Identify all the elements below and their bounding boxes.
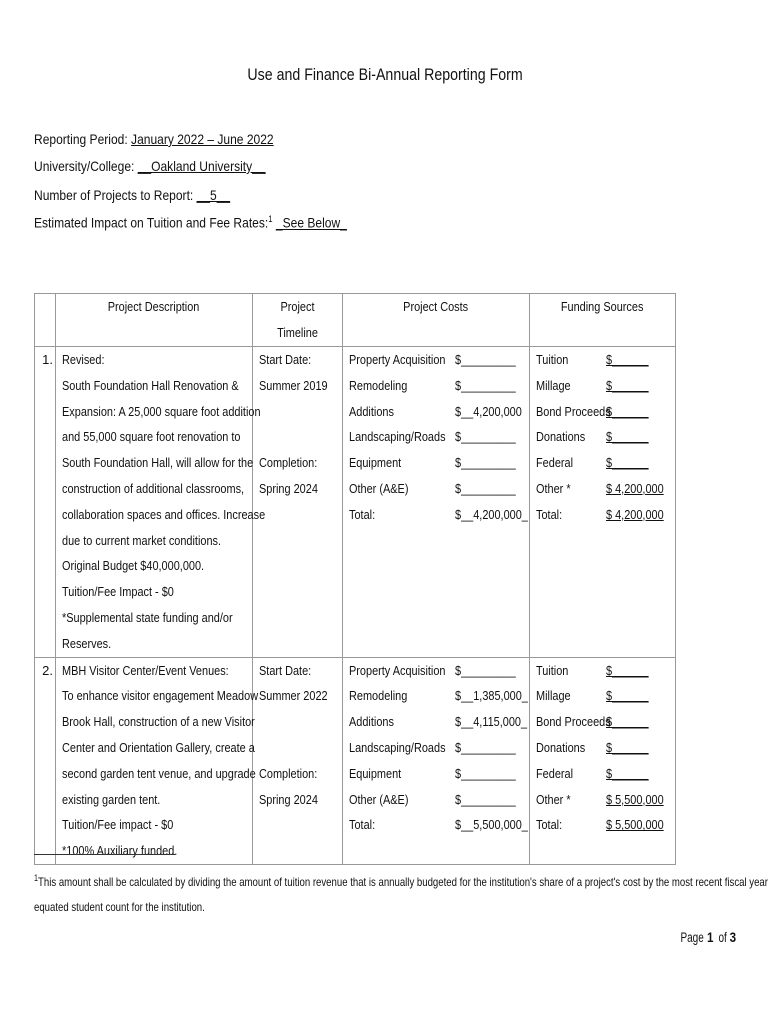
funding-value: $______	[606, 455, 649, 471]
funding-value: $______	[606, 429, 649, 445]
cost-value: $_________	[455, 739, 516, 755]
number-column-header	[35, 294, 56, 347]
description-line: Tuition/Fee impact - $0	[62, 817, 174, 833]
cost-label: Landscaping/Roads	[349, 429, 446, 445]
funding-value: $______	[606, 662, 649, 678]
reporting-period-label: Reporting Period:	[34, 131, 128, 147]
tuition-impact-line	[34, 214, 347, 231]
funding-label: Total:	[536, 817, 563, 833]
funding-label: Federal	[536, 455, 574, 471]
cost-label: Additions	[349, 403, 394, 419]
reporting-period-value: January 2022 – June 2022	[131, 131, 274, 147]
page-number: Page 1 of 3	[680, 930, 736, 945]
cost-label: Total:	[349, 506, 376, 522]
timeline-line: Spring 2024	[259, 480, 318, 496]
cost-label: Property Acquisition	[349, 352, 446, 367]
description-line: and 55,000 square foot renovation to	[62, 429, 241, 445]
funding-sources	[530, 347, 676, 658]
funding-column-header: Funding Sources	[530, 294, 676, 347]
funding-value: $______	[606, 403, 649, 419]
description-line: South Foundation Hall, will allow for the	[62, 455, 254, 471]
funding-value: $______	[606, 377, 649, 393]
funding-label: Bond Proceeds	[536, 403, 611, 419]
description-line: To enhance visitor engagement Meadow	[62, 688, 259, 704]
cost-value: $_________	[455, 791, 516, 807]
funding-label: Federal	[536, 765, 574, 781]
description-line: construction of additional classrooms,	[62, 480, 245, 496]
description-line: Tuition/Fee Impact - $0	[62, 584, 174, 600]
tuition-impact-label: Estimated Impact on Tuition and Fee Rates:	[34, 214, 269, 231]
project-number: 1.	[42, 352, 53, 367]
funding-label: Millage	[536, 688, 571, 704]
cost-value: $_________	[455, 455, 516, 471]
projects-table	[34, 293, 676, 865]
funding-label: Millage	[536, 377, 571, 393]
funding-value: $ 4,200,000	[606, 480, 664, 496]
funding-value: $______	[606, 688, 649, 704]
project-timeline	[253, 347, 343, 658]
project-description	[56, 347, 266, 658]
cost-value: $__4,200,000	[455, 403, 522, 419]
timeline-line: Spring 2024	[259, 791, 318, 807]
description-line: Original Budget $40,000,000.	[62, 558, 205, 574]
footnote-line-1: This amount shall be calculated by dividing the amount of tuition revenue that is annually budgeted for the institution's share of a project's cost by the most recent fiscal year	[38, 875, 768, 889]
funding-label: Bond Proceeds	[536, 714, 611, 730]
description-line: MBH Visitor Center/Event Venues:	[62, 662, 229, 678]
footnote-ref: 1	[268, 214, 273, 224]
tuition-impact-value: _See Below_	[275, 214, 347, 231]
funding-value: $______	[606, 739, 649, 755]
project-count-value: __5__	[196, 187, 231, 203]
table-row	[35, 347, 676, 658]
description-line: Expansion: A 25,000 square foot addition	[62, 403, 261, 419]
cost-label: Other (A&E)	[349, 791, 409, 807]
description-line: due to current market conditions.	[62, 532, 222, 548]
cost-value: $_________	[455, 429, 516, 445]
description-line: South Foundation Hall Renovation &	[62, 377, 239, 393]
cost-value: $_________	[455, 480, 516, 496]
cost-value: $_________	[455, 765, 516, 781]
project-costs	[343, 657, 530, 864]
funding-value: $______	[606, 714, 649, 730]
costs-column-header: Project Costs	[343, 294, 530, 347]
funding-label: Other *	[536, 480, 571, 496]
cost-value: $_________	[455, 377, 516, 393]
description-line: collaboration spaces and offices. Increase	[62, 506, 266, 522]
funding-value: $ 5,500,000	[606, 791, 664, 807]
cost-value: $__5,500,000_	[455, 817, 528, 833]
funding-value: $______	[606, 352, 649, 367]
cost-value: $__4,115,000_	[455, 714, 528, 730]
description-line: *100% Auxiliary funded.	[62, 843, 178, 859]
form-title: Use and Finance Bi-Annual Reporting Form	[247, 66, 523, 84]
timeline-line: Completion:	[259, 455, 318, 471]
footnote-marker: 1	[34, 873, 39, 883]
description-line: Reserves.	[62, 635, 112, 651]
timeline-line: Start Date:	[259, 352, 312, 367]
funding-label: Tuition	[536, 352, 569, 367]
project-costs	[343, 347, 530, 658]
cost-label: Total:	[349, 817, 376, 833]
cost-label: Landscaping/Roads	[349, 739, 446, 755]
university-line	[34, 158, 266, 174]
cost-label: Equipment	[349, 455, 402, 471]
funding-sources	[530, 657, 676, 864]
description-line: Center and Orientation Gallery, create a	[62, 739, 255, 755]
cost-value: $__4,200,000_	[455, 506, 528, 522]
funding-label: Donations	[536, 739, 586, 755]
project-timeline	[253, 657, 343, 864]
project-number: 2.	[42, 662, 53, 678]
university-value: __Oakland University__	[137, 158, 266, 174]
footnote	[34, 866, 768, 920]
description-line: Revised:	[62, 352, 105, 367]
project-count-label: Number of Projects to Report:	[34, 187, 194, 203]
funding-label: Total:	[536, 506, 563, 522]
cost-value: $_________	[455, 352, 516, 367]
project-count-line	[34, 187, 230, 203]
project-description	[56, 657, 259, 864]
timeline-column-header: Project Timeline	[253, 294, 343, 347]
cost-label: Equipment	[349, 765, 402, 781]
cost-label: Remodeling	[349, 377, 408, 393]
timeline-line: Completion:	[259, 765, 318, 781]
reporting-period-line	[34, 131, 274, 147]
university-label: University/College:	[34, 158, 135, 174]
table-row	[35, 657, 676, 864]
footnote-line-2: equated student count for the institution.	[34, 900, 205, 914]
description-line: second garden tent venue, and upgrade	[62, 765, 256, 781]
description-line: existing garden tent.	[62, 791, 161, 807]
description-line: *Supplemental state funding and/or	[62, 609, 233, 625]
funding-label: Tuition	[536, 662, 569, 678]
cost-label: Property Acquisition	[349, 662, 446, 678]
funding-label: Donations	[536, 429, 586, 445]
cost-value: $_________	[455, 662, 516, 678]
funding-value: $ 4,200,000	[606, 506, 664, 522]
table-header-row	[35, 294, 676, 347]
cost-value: $__1,385,000_	[455, 688, 528, 704]
cost-label: Additions	[349, 714, 394, 730]
funding-value: $______	[606, 765, 649, 781]
timeline-line: Start Date:	[259, 662, 312, 678]
description-column-header: Project Description	[56, 294, 253, 347]
footnote-rule	[34, 854, 175, 855]
timeline-line: Summer 2022	[259, 688, 328, 704]
description-line: Brook Hall, construction of a new Visitor	[62, 714, 255, 730]
funding-label: Other *	[536, 791, 571, 807]
funding-value: $ 5,500,000	[606, 817, 664, 833]
cost-label: Other (A&E)	[349, 480, 409, 496]
cost-label: Remodeling	[349, 688, 408, 704]
timeline-line: Summer 2019	[259, 377, 328, 393]
